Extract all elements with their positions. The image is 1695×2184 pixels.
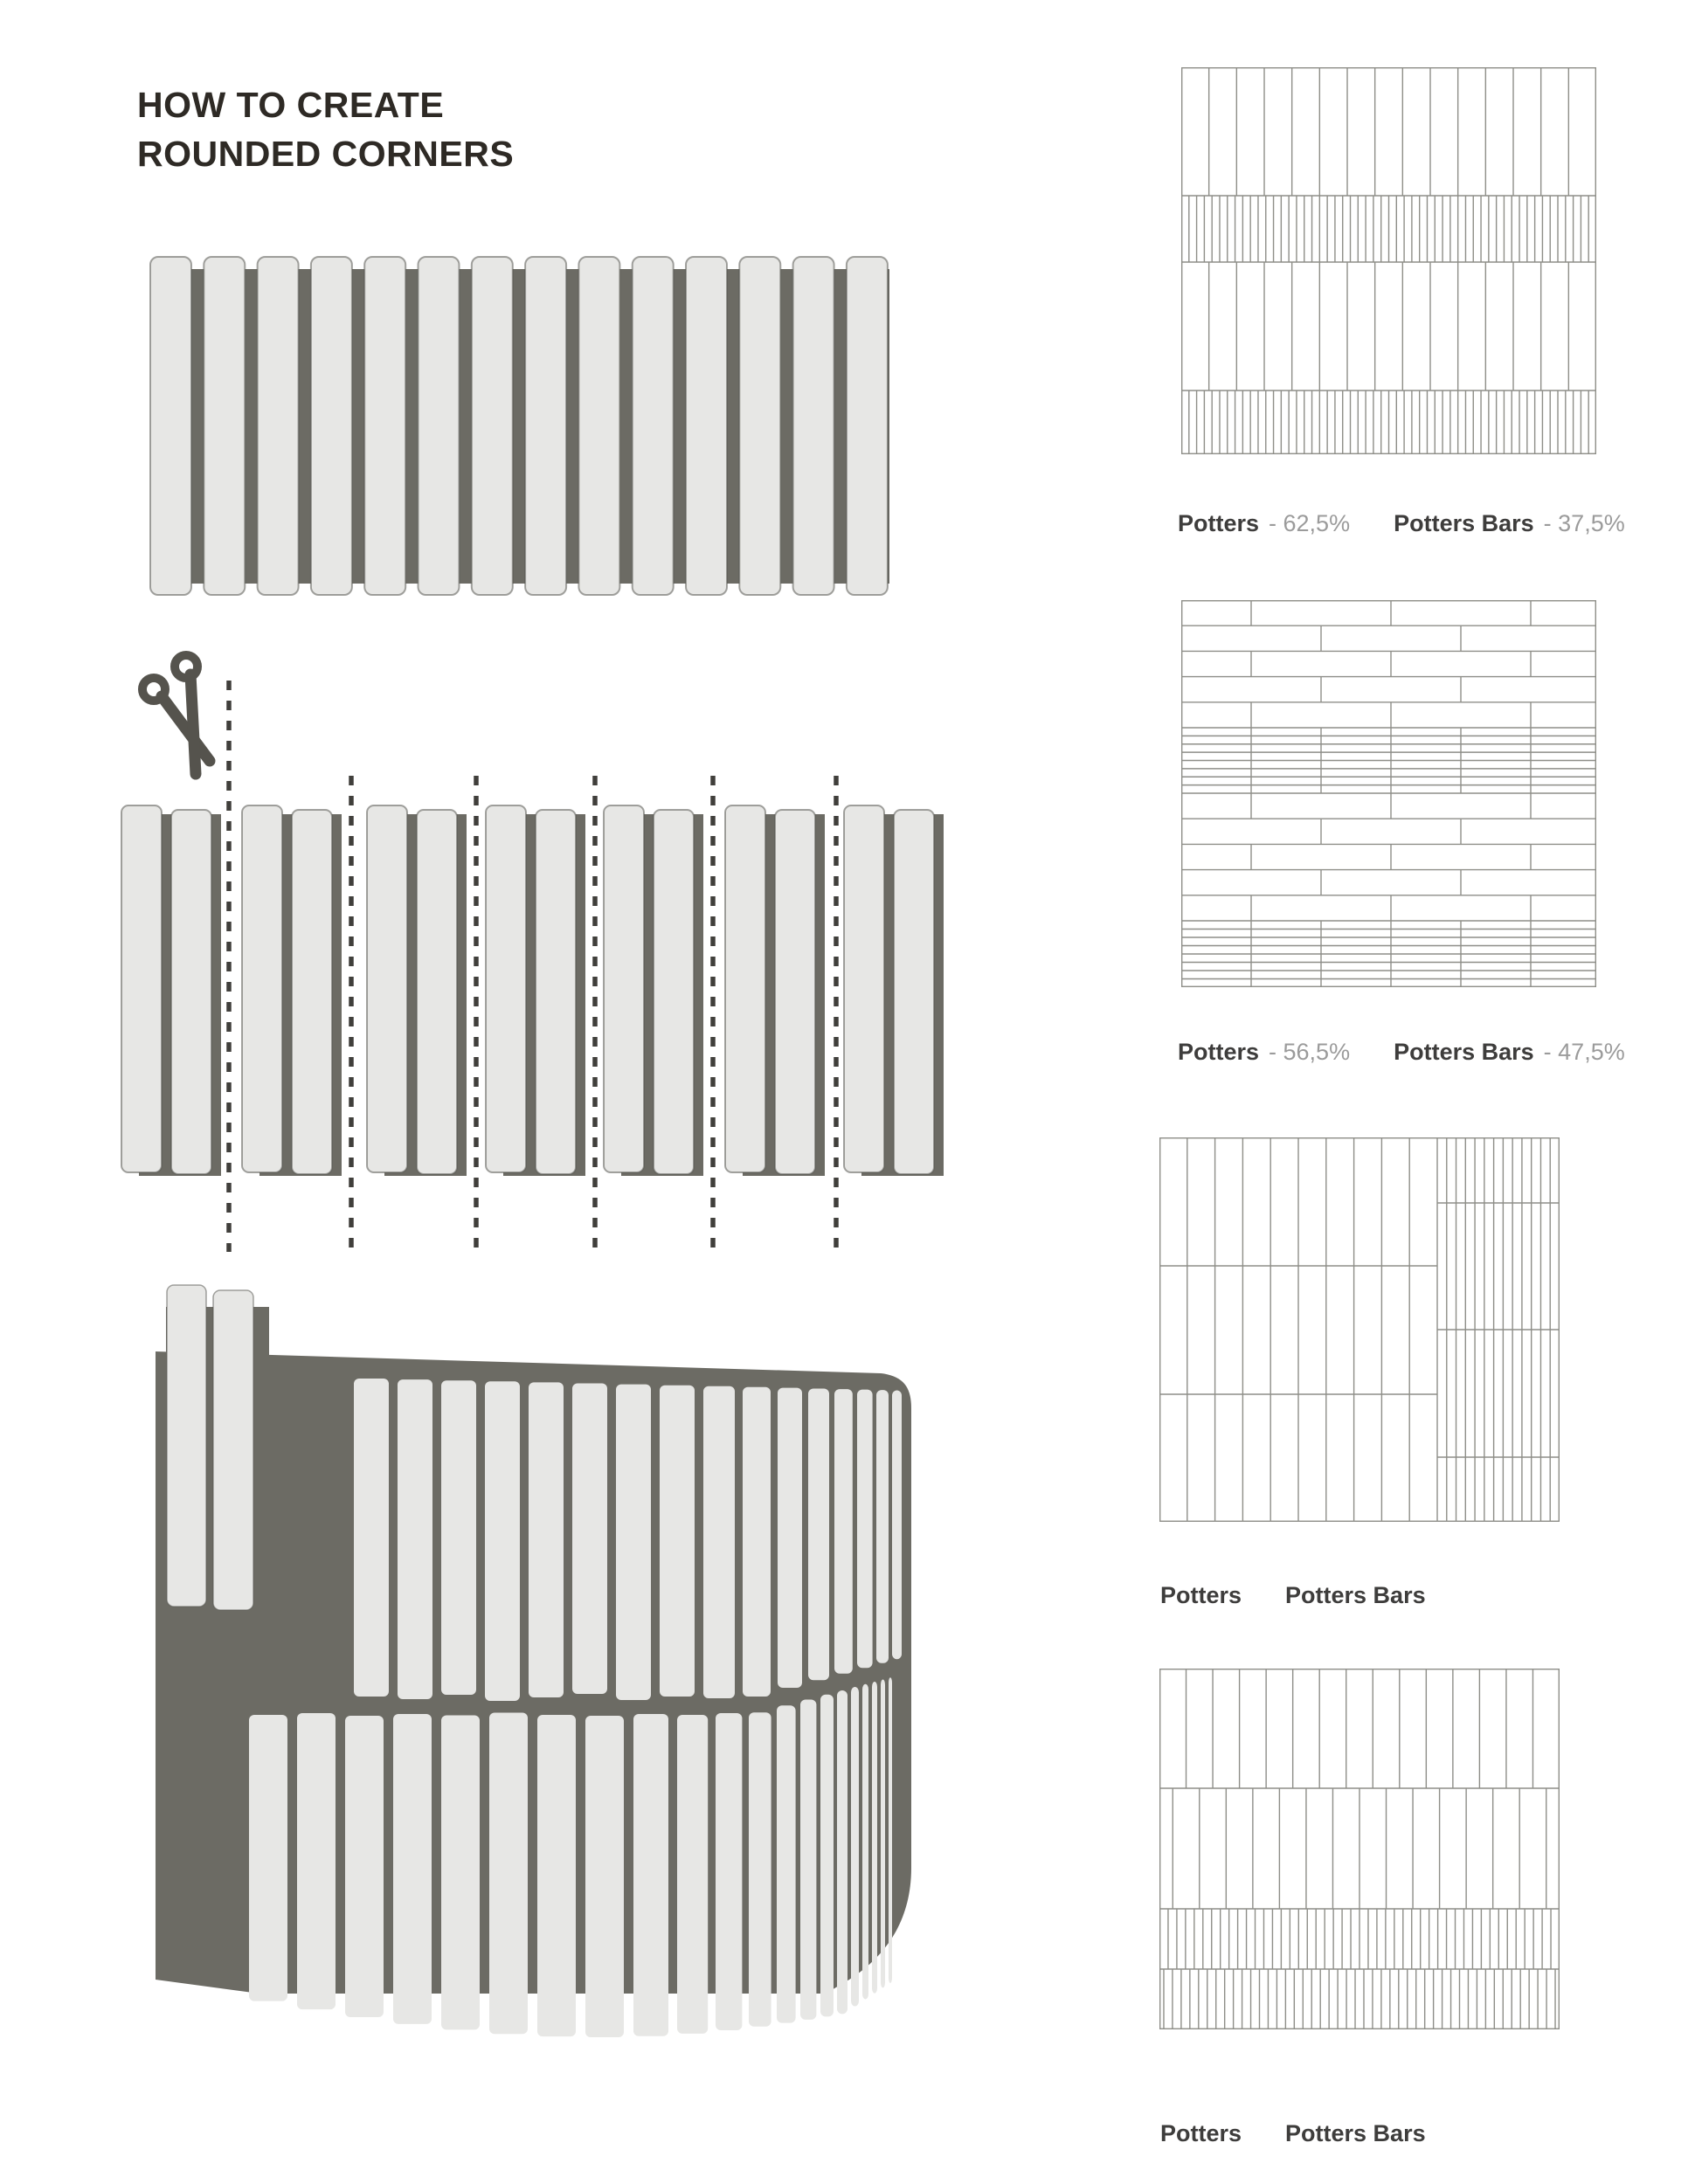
product-name: Potters bbox=[1178, 510, 1260, 536]
product-name: Potters bbox=[1160, 2120, 1242, 2146]
page-title-line1: HOW TO CREATE bbox=[137, 85, 445, 125]
product-name: Potters Bars bbox=[1285, 1582, 1426, 1608]
product-name: Potters Bars bbox=[1285, 2120, 1426, 2146]
pattern-preview-4 bbox=[1159, 1669, 1560, 2029]
step1-uncut-sheet-diagram bbox=[150, 257, 889, 595]
pattern-preview-2 bbox=[1181, 600, 1596, 987]
page-title-line2: ROUNDED CORNERS bbox=[137, 134, 515, 174]
product-name: Potters bbox=[1160, 1582, 1242, 1608]
pattern-label-2 bbox=[1178, 1038, 1625, 1066]
pattern-label-3 bbox=[1160, 1581, 1426, 1609]
product-percentage: - 56,5% bbox=[1269, 1039, 1351, 1065]
product-name: Potters bbox=[1178, 1039, 1260, 1065]
product-percentage: - 37,5% bbox=[1543, 510, 1625, 536]
pattern-label-1 bbox=[1178, 509, 1625, 537]
pattern-label-4 bbox=[1160, 2119, 1426, 2147]
pattern-preview-1 bbox=[1181, 67, 1596, 454]
product-percentage: - 62,5% bbox=[1269, 510, 1351, 536]
scissors-icon bbox=[142, 655, 210, 774]
product-name: Potters Bars bbox=[1394, 510, 1534, 536]
product-percentage: - 47,5% bbox=[1543, 1039, 1625, 1065]
step3-rounded-corner-application-diagram bbox=[156, 1285, 911, 2037]
pattern-preview-3 bbox=[1159, 1137, 1560, 1522]
step2-cutting-sheet-diagram bbox=[121, 681, 944, 1252]
product-name: Potters Bars bbox=[1394, 1039, 1534, 1065]
